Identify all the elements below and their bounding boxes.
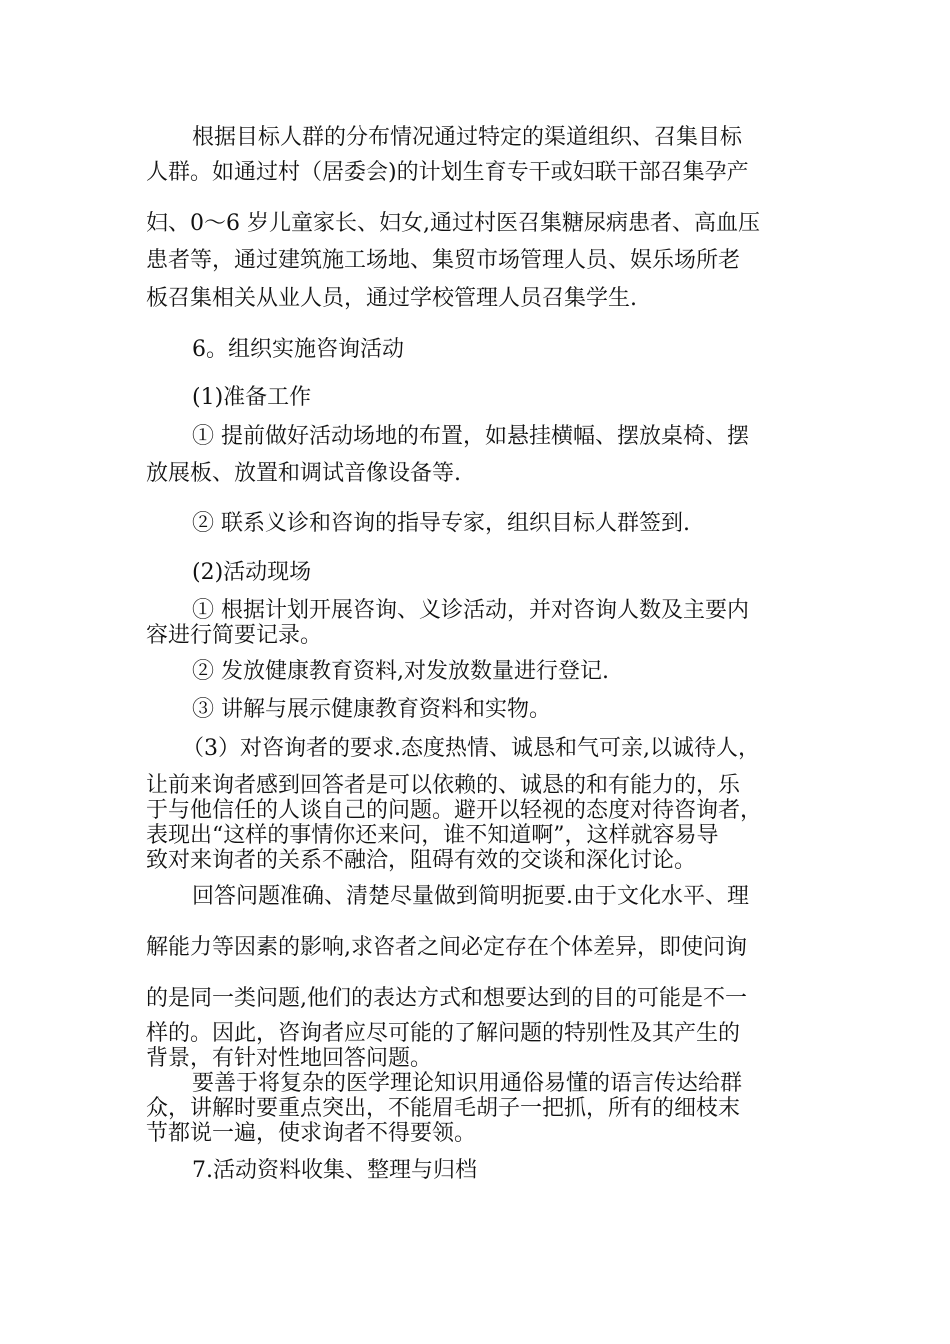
text-line: 致对来询者的关系不融洽，阻碍有效的交谈和深化讨论。	[146, 848, 697, 873]
text-line: ③ 讲解与展示健康教育资料和实物。	[192, 697, 551, 722]
text-line: 放展板、放置和调试音像设备等.	[146, 461, 461, 486]
text-line: ① 根据计划开展咨询、义诊活动，并对咨询人数及主要内	[192, 598, 749, 623]
text-line: 让前来询者感到回答者是可以依赖的、诚恳的和有能力的，乐	[146, 773, 741, 798]
subsection-heading: (2)活动现场	[192, 560, 312, 585]
text-line: 于与他信任的人谈自己的问题。避开以轻视的态度对待咨询者，	[146, 798, 763, 823]
text-line: ② 发放健康教育资料,对发放数量进行登记.	[192, 659, 609, 684]
text-line: ① 提前做好活动场地的布置，如悬挂横幅、摆放桌椅、摆	[192, 424, 749, 449]
text-line: 样的。因此，咨询者应尽可能的了解问题的特别性及其产生的	[146, 1021, 741, 1046]
subsection-heading: (1)准备工作	[192, 385, 312, 410]
text-line: 容进行简要记录。	[146, 623, 323, 648]
section-heading: 6。组织实施咨询活动	[192, 337, 404, 362]
text-line: 要善于将复杂的医学理论知识用通俗易懂的语言传达给群	[192, 1071, 743, 1096]
text-line: 板召集相关从业人员，通过学校管理人员召集学生.	[146, 286, 637, 311]
text-line: 回答问题准确、清楚尽量做到简明扼要.由于文化水平、理	[192, 884, 749, 909]
text-line: 解能力等因素的影响,求咨者之间必定存在个体差异，即使问询	[146, 935, 747, 960]
text-line: 人群。如通过村（居委会)的计划生育专干或妇联干部召集孕产	[146, 160, 749, 185]
text-line: 根据目标人群的分布情况通过特定的渠道组织、召集目标	[192, 125, 743, 150]
text-line: 表现出“这样的事情你还来问，谁不知道啊”，这样就容易导	[146, 823, 719, 848]
text-line: 的是同一类问题,他们的表达方式和想要达到的目的可能是不一	[146, 986, 747, 1011]
text-line: （3）对咨询者的要求.态度热情、诚恳和气可亲,以诚待人，	[182, 736, 760, 761]
text-line: 背景，有针对性地回答问题。	[146, 1046, 433, 1071]
text-line: 妇、0～6 岁儿童家长、妇女,通过村医召集糖尿病患者、高血压	[146, 211, 760, 236]
text-line: 众，讲解时要重点突出，不能眉毛胡子一把抓，所有的细枝末	[146, 1096, 741, 1121]
text-line: 节都说一遍，使求询者不得要领。	[146, 1121, 477, 1146]
text-line: ② 联系义诊和咨询的指导专家，组织目标人群签到.	[192, 511, 690, 536]
text-line: 患者等，通过建筑施工场地、集贸市场管理人员、娱乐场所老	[146, 248, 741, 273]
section-heading: 7.活动资料收集、整理与归档	[192, 1158, 477, 1183]
